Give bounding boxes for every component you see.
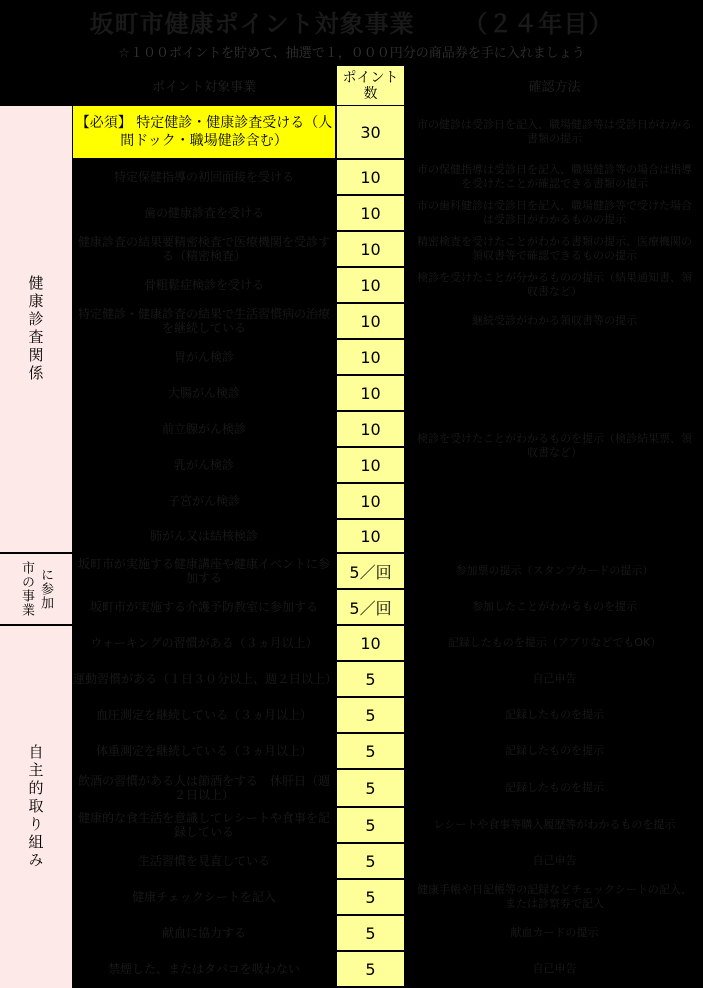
row-points: 5 bbox=[337, 880, 404, 914]
header-confirm: 確認方法 bbox=[528, 80, 581, 95]
row-item: 献血に協力する bbox=[161, 926, 246, 940]
row-confirm: 自己申告 bbox=[532, 672, 577, 685]
row-item: 前立腺がん検診 bbox=[161, 422, 246, 436]
row-item: 坂町市が実施する健康講座や健康イベントに参加する bbox=[77, 557, 330, 585]
row-item: 飲酒の習慣がある人は節酒をする 休肝日（週２日以上） bbox=[77, 774, 330, 802]
row-points: 10 bbox=[337, 232, 404, 266]
row-points: 5 bbox=[337, 770, 404, 806]
row-points: 10 bbox=[337, 268, 404, 302]
row-points: 5／回 bbox=[337, 590, 404, 624]
row-points: 10 bbox=[337, 376, 404, 410]
row-item: 【必須】 特定健診・健康診査受ける（人間ドック・職場健診含む） bbox=[73, 106, 335, 158]
page-title bbox=[0, 4, 703, 40]
row-item: 大腸がん検診 bbox=[167, 386, 240, 400]
row-confirm: 自己申告 bbox=[532, 854, 577, 867]
row-confirm: 市の保健指導は受診日を記入、職場健診等の場合は指導を受けたことが確認できる書類の提示 bbox=[417, 163, 692, 190]
row-points: 5 bbox=[337, 808, 404, 842]
category-health bbox=[0, 106, 72, 552]
row-confirm: 記録したものを提示 bbox=[505, 781, 604, 794]
row-confirm: 記録したものを提示 bbox=[505, 708, 604, 721]
row-confirm: 継続受診がわかる領収書等の提示 bbox=[472, 314, 637, 327]
row-points: 10 bbox=[337, 304, 404, 338]
header-item: ポイント対象事業 bbox=[151, 80, 256, 95]
row-confirm: 検診を受けたことが分かるものの提示（結果通知書、領収書など） bbox=[417, 271, 692, 298]
row-item: 運動習慣がある（１日３０分以上、週２日以上） bbox=[73, 672, 338, 686]
row-points: 5 bbox=[337, 734, 404, 768]
row-points: 10 bbox=[337, 196, 404, 230]
row-points: 10 bbox=[337, 626, 404, 660]
row-confirm: 献血カードの提示 bbox=[510, 926, 599, 939]
row-points: 10 bbox=[337, 160, 404, 194]
row-item: 肺がん又は結核検診 bbox=[149, 529, 258, 543]
page-subtitle: ☆１００ポイントを貯めて、抽選で１，０００円分の商品券を手に入れましょう bbox=[118, 46, 585, 61]
row-points: 10 bbox=[337, 412, 404, 446]
row-confirm: レシートや食事等購入履歴等がわかるものを提示 bbox=[433, 818, 676, 831]
row-confirm: 精密検査を受けたことがわかる書類の提示、医療機関の領収書等で確認できるものの提示 bbox=[417, 235, 692, 262]
row-points: 30 bbox=[337, 106, 404, 158]
row-item: 健康チェックシートを記入 bbox=[132, 890, 276, 904]
row-points: 5 bbox=[337, 916, 404, 950]
category-self bbox=[0, 626, 72, 988]
row-confirm: 記録したものを提示（アプリなどでもOK） bbox=[447, 636, 662, 649]
row-confirm: 自己申告 bbox=[532, 962, 577, 975]
category-city-line2: に参加 bbox=[38, 568, 53, 610]
row-item: ウォーキングの習慣がある（３ヵ月以上） bbox=[90, 636, 318, 650]
category-city-events bbox=[0, 554, 72, 624]
row-item: 骨粗鬆症検診を受ける bbox=[143, 278, 264, 292]
row-points: 10 bbox=[337, 484, 404, 518]
row-confirm: 市の健診は受診日を記入、職場健診等は受診日がわかる書類の提示 bbox=[417, 118, 692, 145]
row-points: 10 bbox=[337, 448, 404, 482]
row-confirm: 参加したことがわかるものを提示 bbox=[472, 600, 637, 613]
row-item: 坂町市が実施する介護予防教室に参加する bbox=[89, 600, 318, 614]
row-points: 5 bbox=[337, 662, 404, 696]
row-points: 5 bbox=[337, 952, 404, 986]
row-item: 胃がん検診 bbox=[173, 350, 234, 364]
row-item: 禁煙した、またはタバコを吸わない bbox=[108, 962, 300, 976]
row-item: 健康的な食生活を意識してレシートや食事を記録している bbox=[78, 811, 330, 839]
title-main: 坂町市健康ポイント対象事業 bbox=[89, 10, 415, 38]
row-item: 特定健診・健康診査の結果で生活習慣病の治療を継続している bbox=[77, 307, 330, 335]
row-item: 子宮がん検診 bbox=[167, 494, 240, 508]
row-item: 歯の健康診査を受ける bbox=[143, 206, 264, 220]
row-item: 生活習慣を見直している bbox=[137, 854, 270, 868]
row-points: 10 bbox=[337, 520, 404, 552]
row-points: 5 bbox=[337, 698, 404, 732]
row-points: 5 bbox=[337, 844, 404, 878]
row-item: 特定保健指導の初回面接を受ける bbox=[113, 170, 294, 184]
row-points: 5／回 bbox=[337, 554, 404, 588]
row-item: 体重測定を継続している（３ヵ月以上） bbox=[95, 744, 312, 758]
row-confirm: 市の歯科健診は受診日を記入、職場健診等で受けた場合は受診日がわかるものの提示 bbox=[417, 199, 692, 226]
category-self-label: 自主的取り組み bbox=[26, 744, 45, 870]
row-confirm: 参加票の提示（スタンプカードの提示） bbox=[455, 564, 654, 577]
row-item: 血圧測定を継続している（３ヵ月以上） bbox=[95, 708, 312, 722]
title-round: （２４年目） bbox=[463, 10, 614, 38]
row-confirm-merged: 検診を受けたことがわかるものを提示（検診結果票、領収書など） bbox=[417, 432, 692, 459]
row-item: 健康診査の結果要精密検査で医療機関を受診する（精密検査） bbox=[77, 235, 330, 263]
category-health-label: 健康診査関係 bbox=[26, 275, 45, 383]
row-confirm: 健康手帳や日記帳等の記録などチェックシートの記入、または診察券で記入 bbox=[417, 883, 692, 910]
category-city-line1: 市の事業 bbox=[19, 561, 34, 617]
row-confirm: 記録したものを提示 bbox=[505, 744, 604, 757]
row-points: 10 bbox=[337, 340, 404, 374]
header-points: ポイント数 bbox=[337, 66, 404, 105]
row-item: 乳がん検診 bbox=[173, 458, 234, 472]
